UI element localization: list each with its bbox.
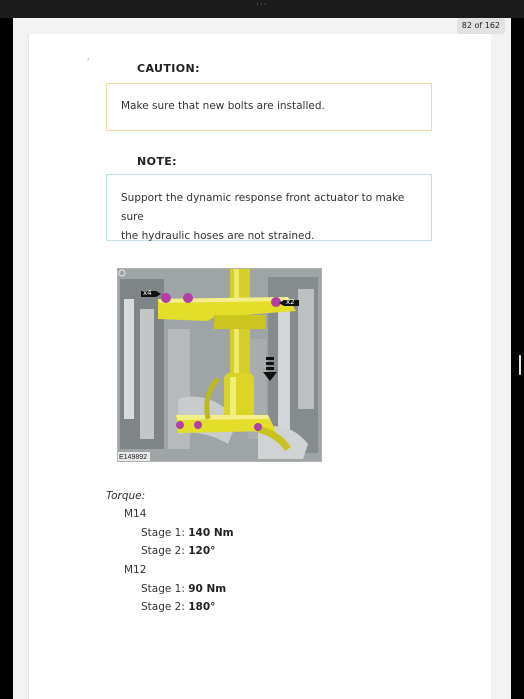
torque-size-m12: M12: [124, 564, 147, 576]
document-page: [28, 34, 491, 699]
stage-value: 120°: [188, 545, 216, 557]
stage-value: 90 Nm: [188, 583, 227, 595]
grip-icon[interactable]: ···: [256, 0, 268, 10]
document-viewer[interactable]: [13, 18, 511, 699]
window-top-bar: [0, 0, 524, 18]
caution-text: Make sure that new bolts are installed.: [121, 100, 325, 112]
stage-value: 140 Nm: [188, 527, 234, 539]
torque-stage-row: [141, 545, 215, 557]
torque-label: Torque:: [106, 490, 146, 502]
figure-id: E149892: [119, 454, 148, 461]
torque-size-m14: M14: [124, 508, 147, 520]
actuator-illustration[interactable]: [117, 268, 322, 462]
caution-box: [106, 83, 432, 131]
stage-label: Stage 2:: [141, 545, 189, 557]
torque-stage-row: [141, 583, 226, 595]
stage-value: 180°: [188, 601, 216, 613]
callout-x4: x4: [143, 289, 152, 297]
scroll-handle[interactable]: [519, 355, 521, 375]
callout-x2: x2: [286, 298, 295, 306]
torque-stage-row: [141, 601, 215, 613]
torque-stage-row: [141, 527, 234, 539]
stage-label: Stage 2:: [141, 601, 189, 613]
caution-heading: CAUTION:: [137, 62, 200, 75]
note-heading: NOTE:: [137, 155, 177, 168]
note-box: [106, 174, 432, 241]
step-marker-icon: ›: [87, 56, 90, 63]
page-counter: 82 of 162: [457, 18, 505, 34]
stage-label: Stage 1:: [141, 583, 189, 595]
note-text-line-2: the hydraulic hoses are not strained.: [121, 230, 315, 242]
stage-label: Stage 1:: [141, 527, 189, 539]
note-text-line-1: Support the dynamic response front actuator to make sure: [121, 192, 405, 223]
